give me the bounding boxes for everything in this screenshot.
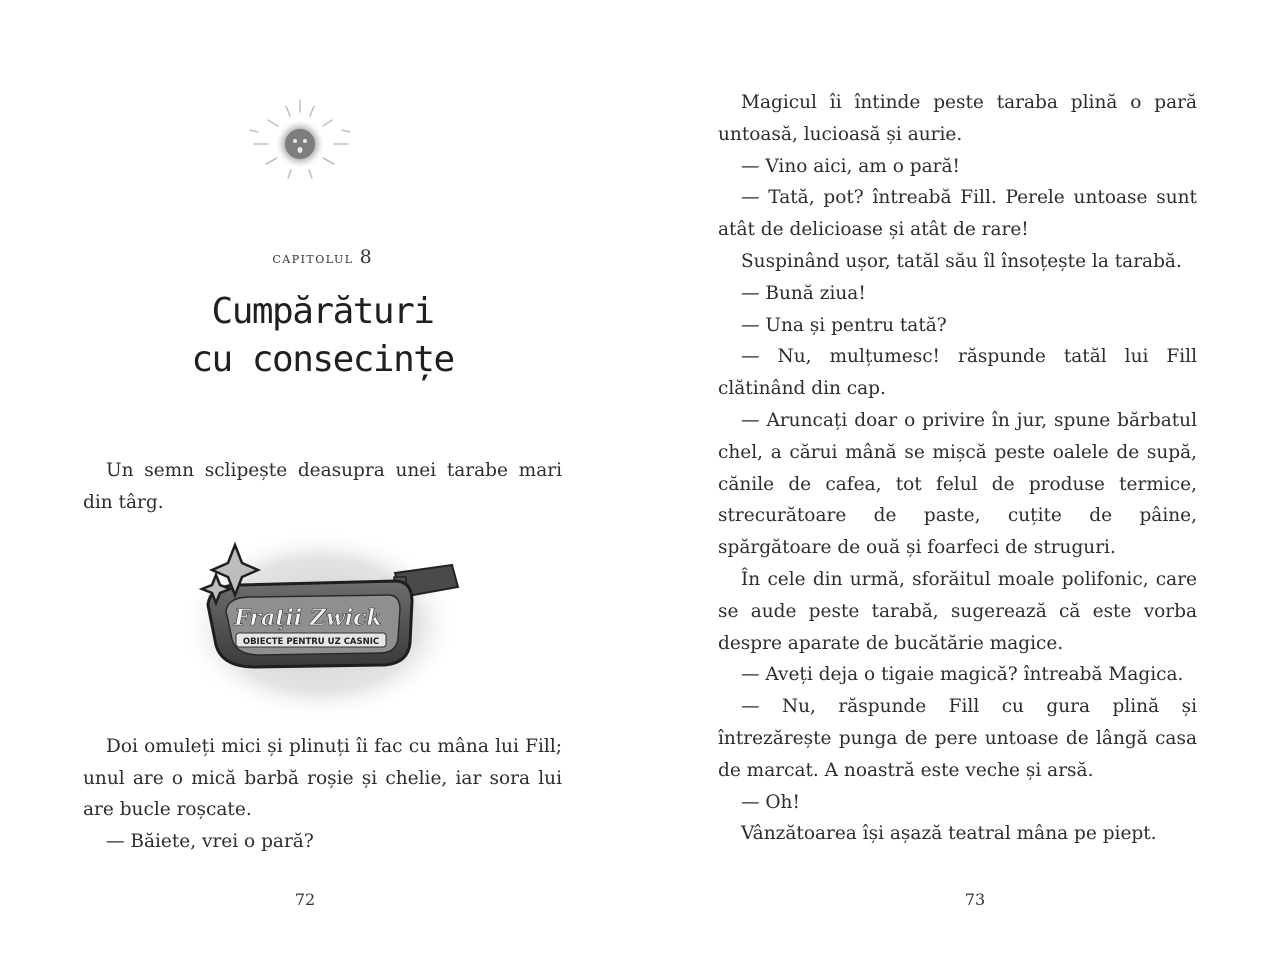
paragraph: — Aruncați doar o privire în jur, spune bărbatul chel, a cărui mână se mișcă peste oalele de supă, cănile de cafea, tot felul de produse termice, strecurătoare de paste, cuțite de pâine, spărgătoare de ouă și foarfeci de struguri. bbox=[718, 409, 1197, 559]
paragraph: — Aveți deja o tigaie magică? întreabă Magica. bbox=[741, 664, 1184, 686]
chapter-title bbox=[0, 288, 645, 384]
page-number-right: 73 bbox=[964, 890, 986, 909]
shop-sign-illustration bbox=[180, 515, 470, 715]
sign-subtitle: OBIECTE PENTRU UZ CASNIC bbox=[242, 637, 380, 647]
chapter-label-text: capitolul bbox=[272, 249, 354, 267]
paragraph: — Vino aici, am o pară! bbox=[741, 155, 960, 177]
paragraph: — Una și pentru tată? bbox=[741, 314, 947, 336]
paragraph: În cele din urmă, sforăitul moale polifonic, care se aude peste tarabă, sugerează că este vorba despre aparate de bucătărie magice. bbox=[718, 568, 1197, 654]
paragraph: — Nu, mulțumesc! răspunde tatăl lui Fill clătinând din cap. bbox=[718, 346, 1197, 400]
chapter-label bbox=[0, 246, 645, 268]
chapter-number: 8 bbox=[359, 246, 373, 268]
chapter-title-line-2: cu consecințe bbox=[191, 339, 454, 380]
sun-illustration-icon bbox=[248, 92, 358, 192]
left-text-top bbox=[83, 455, 562, 518]
paragraph: Un semn sclipește deasupra unei tarabe mari din târg. bbox=[83, 460, 562, 513]
paragraph: — Băiete, vrei o pară? bbox=[106, 830, 314, 852]
paragraph: Magicul îi întinde peste taraba plină o pară untoasă, lucioasă și aurie. bbox=[718, 92, 1197, 145]
paragraph: Doi omuleți mici și plinuți îi fac cu mâna lui Fill; unul are o mică barbă roșie și chelie, iar sora lui are bucle roșcate. bbox=[83, 736, 562, 820]
paragraph: Suspinând ușor, tatăl său îl însoțește la tarabă. bbox=[741, 250, 1182, 272]
chapter-title-line-1: Cumpărături bbox=[211, 291, 434, 332]
paragraph: — Nu, răspunde Fill cu gura plină și întrezărește punga de pere untoase de lângă casa de marcat. A noastră este veche și arsă. bbox=[718, 696, 1197, 781]
sign-brand: Frații Zwick bbox=[234, 605, 382, 631]
paragraph: — Tată, pot? întreabă Fill. Perele untoase sunt atât de delicioase și atât de rare! bbox=[718, 187, 1197, 241]
paragraph: — Oh! bbox=[741, 791, 800, 813]
paragraph: Vânzătoarea își așază teatral mâna pe piept. bbox=[741, 823, 1157, 845]
paragraph: — Bună ziua! bbox=[741, 282, 866, 304]
right-page bbox=[640, 0, 1280, 960]
left-text-bottom bbox=[83, 731, 562, 857]
right-text bbox=[718, 87, 1197, 850]
page-number-left: 72 bbox=[294, 890, 316, 909]
